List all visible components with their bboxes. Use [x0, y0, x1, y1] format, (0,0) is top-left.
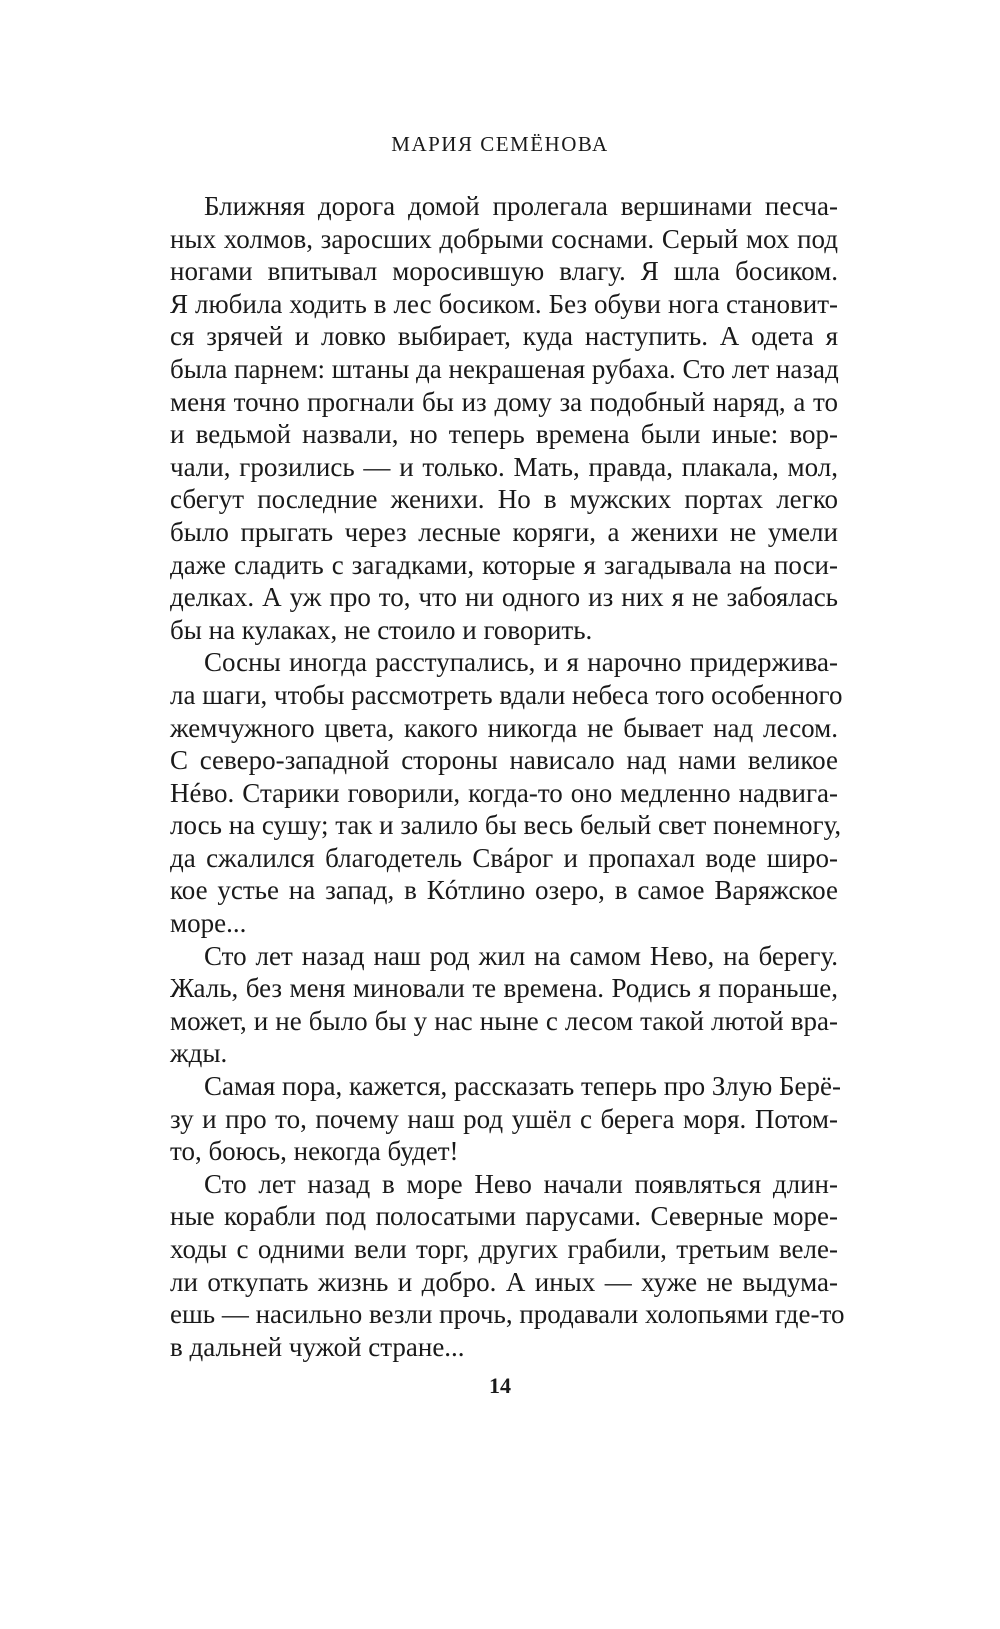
- text-line: Сто лет назад наш род жил на самом Нево, на берегу.: [204, 940, 838, 971]
- text-line: Сто лет назад в море Нево начали появляться длин-: [204, 1168, 838, 1199]
- text-line: было прыгать через лесные коряги, а женихи не умели: [170, 516, 838, 547]
- body-text: [170, 190, 845, 1363]
- paragraph: [170, 646, 843, 939]
- text-line: может, и не было бы у нас ныне с лесом такой лютой вра-: [170, 1005, 838, 1036]
- paragraph: [170, 940, 838, 1070]
- text-line: ногами впитывал моросившую влагу. Я шла босиком.: [170, 256, 838, 287]
- page-number: 14: [489, 1373, 511, 1398]
- text-line: да сжалился благодетель Свáрог и пропахал воде широ-: [170, 842, 838, 873]
- text-line: Жаль, без меня миновали те времена. Родись я пораньше,: [170, 973, 838, 1004]
- text-line: бы на кулаках, не стоило и говорить.: [170, 614, 593, 645]
- paragraph: [170, 1168, 845, 1364]
- text-line: жемчужного цвета, какого никогда не бывает над лесом.: [170, 712, 838, 743]
- text-line: даже сладить с загадками, которые я загадывала на поси-: [170, 549, 838, 580]
- text-line: кое устье на запад, в Кóтлино озеро, в самое Варяжское: [170, 875, 838, 906]
- text-line: ешь — насильно везли прочь, продавали холопьями где-то: [170, 1299, 845, 1330]
- text-line: в дальней чужой стране...: [170, 1331, 465, 1362]
- text-line: ных холмов, заросших добрыми соснами. Серый мох под: [170, 223, 838, 254]
- running-title: МАРИЯ СЕМЁНОВА: [391, 132, 609, 156]
- text-line: ла шаги, чтобы рассмотреть вдали небеса того особенного: [170, 679, 843, 710]
- text-line: Сосны иногда расступались, и я нарочно придержива-: [204, 647, 838, 678]
- text-line: ся зрячей и ловко выбирает, куда наступить. А одета я: [170, 321, 838, 352]
- text-line: Нéво. Старики говорили, когда-то оно медленно надвига-: [170, 777, 838, 808]
- text-line: делках. А уж про то, что ни одного из них я не забоялась: [170, 582, 838, 613]
- text-line: Я любила ходить в лес босиком. Без обуви нога становит-: [170, 288, 838, 319]
- paragraph: [170, 1070, 841, 1168]
- text-line: сбегут последние женихи. Но в мужских портах легко: [170, 484, 838, 515]
- text-line: чали, грозились — и только. Мать, правда, плакала, мол,: [170, 451, 838, 482]
- text-line: лось на сушу; так и залило бы весь белый свет понемногу,: [170, 810, 842, 841]
- paragraph: [170, 190, 838, 646]
- text-line: С северо-западной стороны нависало над нами великое: [170, 745, 838, 776]
- text-line: меня точно прогнали бы из дому за подобный наряд, а то: [170, 386, 838, 417]
- text-line: ли откупать жизнь и добро. А иных — хуже не выдума-: [170, 1266, 838, 1297]
- text-line: была парнем: штаны да некрашеная рубаха. Сто лет назад: [170, 353, 839, 384]
- text-line: Ближняя дорога домой пролегала вершинами песча-: [204, 191, 838, 221]
- text-line: Самая пора, кажется, рассказать теперь про Злую Берё-: [204, 1071, 841, 1102]
- text-line: и ведьмой назвали, но теперь времена были иные: вор-: [170, 419, 838, 450]
- text-line: то, боюсь, некогда будет!: [170, 1136, 459, 1167]
- text-line: зу и про то, почему наш род ушёл с берега моря. Потом-: [170, 1103, 838, 1134]
- text-line: ходы с одними вели торг, других грабили, третьим веле-: [170, 1234, 838, 1264]
- text-line: жды.: [170, 1038, 228, 1069]
- text-line: море...: [170, 908, 247, 939]
- text-line: ные корабли под полосатыми парусами. Северные море-: [170, 1201, 838, 1232]
